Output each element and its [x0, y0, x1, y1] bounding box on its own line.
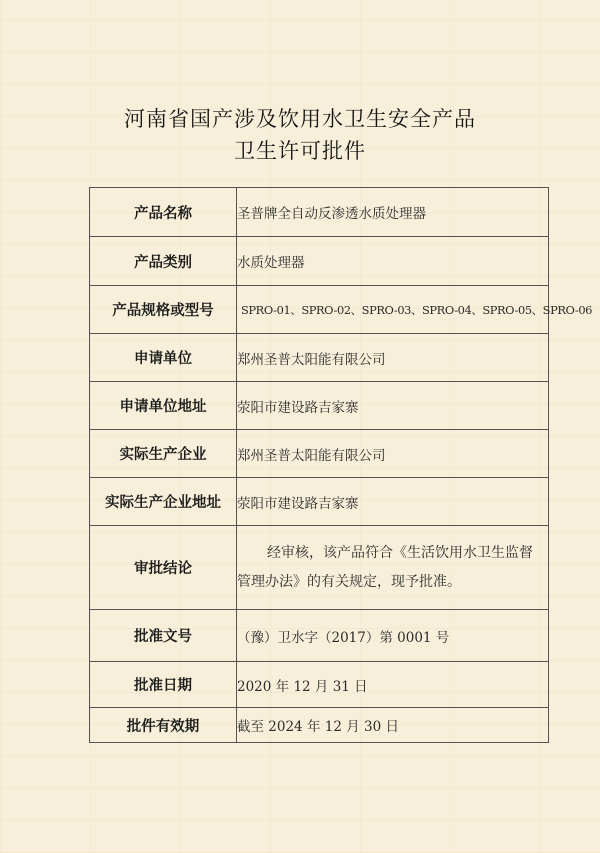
row-label: 实际生产企业地址	[90, 478, 237, 526]
row-label: 实际生产企业	[90, 430, 237, 478]
conclusion-text: 经审核，该产品符合《生活饮用水卫生监督管理办法》的有关规定，现予批准。	[237, 544, 533, 590]
table-row-conclusion	[90, 526, 549, 610]
row-value: 圣普牌全自动反渗透水质处理器	[237, 188, 549, 237]
document-subtitle: 卫生许可批件	[234, 139, 366, 163]
table-row-validity	[90, 708, 549, 743]
table-row-product-category	[90, 237, 549, 286]
table-row-applicant	[90, 334, 549, 382]
row-value: 郑州圣普太阳能有限公司	[237, 430, 549, 478]
row-value: 荥阳市建设路吉家寨	[237, 382, 549, 430]
row-label: 申请单位	[90, 334, 237, 382]
document-title: 河南省国产涉及饮用水卫生安全产品	[124, 107, 476, 131]
row-label: 申请单位地址	[90, 382, 237, 430]
row-label: 批准文号	[90, 610, 237, 662]
table-row-manufacturer-address	[90, 478, 549, 526]
row-value: 郑州圣普太阳能有限公司	[237, 334, 549, 382]
row-value: 截至 2024 年 12 月 30 日	[237, 708, 549, 743]
table-row-applicant-address	[90, 382, 549, 430]
row-value-conclusion	[237, 526, 549, 610]
row-value: 水质处理器	[237, 237, 549, 286]
table-row-product-model	[90, 286, 549, 334]
row-value: 2020 年 12 月 31 日	[237, 662, 549, 708]
row-label: 产品类别	[90, 237, 237, 286]
table-row-manufacturer	[90, 430, 549, 478]
row-label: 批件有效期	[90, 708, 237, 743]
row-value: （豫）卫水字（2017）第 0001 号	[237, 610, 549, 662]
row-value: 荥阳市建设路吉家寨	[237, 478, 549, 526]
row-label: 批准日期	[90, 662, 237, 708]
table-row-approval-date	[90, 662, 549, 708]
row-label: 产品规格或型号	[90, 286, 237, 334]
permit-table	[89, 187, 593, 743]
row-value: SPRO-01、SPRO-02、SPRO-03、SPRO-04、SPRO-05、SPRO-06	[237, 286, 549, 334]
row-label: 产品名称	[90, 188, 237, 237]
table-row-approval-number	[90, 610, 549, 662]
table-row-product-name	[90, 188, 549, 237]
row-label: 审批结论	[90, 526, 237, 610]
